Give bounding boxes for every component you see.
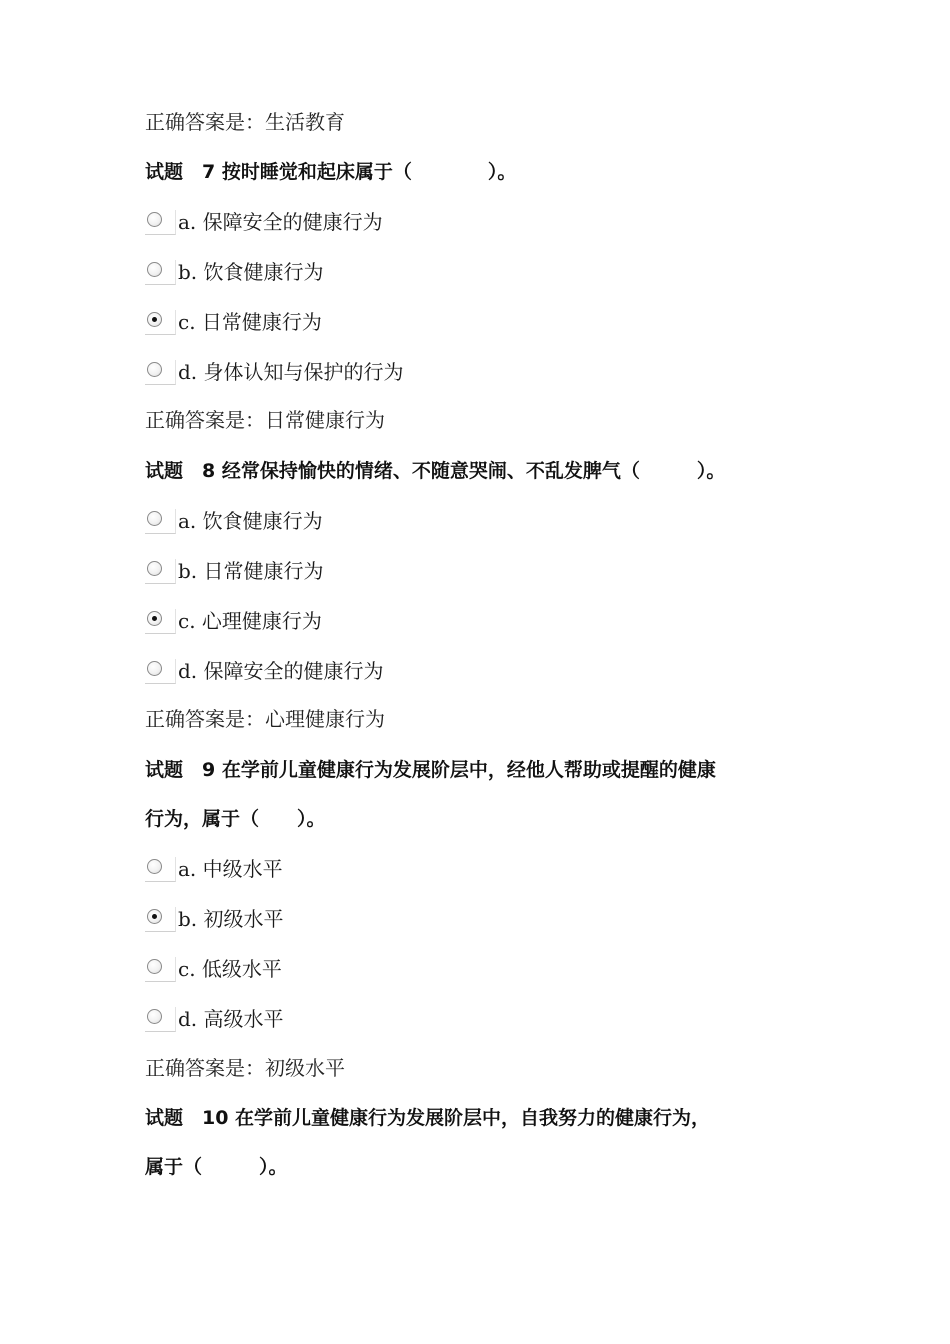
- radio-unchecked-icon[interactable]: [145, 509, 176, 534]
- radio-button[interactable]: [147, 362, 162, 377]
- answer-option[interactable]: [145, 557, 324, 585]
- answer-option[interactable]: [145, 358, 404, 386]
- option-label: c. 低级水平: [178, 957, 282, 981]
- option-label: d. 身体认知与保护的行为: [178, 360, 404, 384]
- option-label: a. 中级水平: [178, 857, 283, 881]
- radio-checked-icon[interactable]: [145, 310, 176, 335]
- radio-button[interactable]: [147, 262, 162, 277]
- correct-answer: 正确答案是：日常健康行为: [145, 408, 385, 432]
- radio-button[interactable]: [147, 312, 162, 327]
- question-text: 试题 10 在学前儿童健康行为发展阶层中，自我努力的健康行为，: [145, 1107, 711, 1129]
- option-label: a. 保障安全的健康行为: [178, 210, 383, 234]
- option-label: c. 日常健康行为: [178, 310, 322, 334]
- question-text: 行为，属于（ ）。: [145, 808, 326, 830]
- radio-unchecked-icon[interactable]: [145, 360, 176, 385]
- radio-checked-icon[interactable]: [145, 907, 176, 932]
- radio-button[interactable]: [147, 611, 162, 626]
- radio-button[interactable]: [147, 661, 162, 676]
- option-label: a. 饮食健康行为: [178, 509, 323, 533]
- radio-checked-icon[interactable]: [145, 609, 176, 634]
- answer-option[interactable]: [145, 955, 282, 983]
- radio-unchecked-icon[interactable]: [145, 857, 176, 882]
- question-text: 试题 8 经常保持愉快的情绪、不随意哭闹、不乱发脾气（ ）。: [145, 460, 726, 482]
- radio-unchecked-icon[interactable]: [145, 559, 176, 584]
- option-label: b. 日常健康行为: [178, 559, 324, 583]
- answer-option[interactable]: [145, 855, 283, 883]
- radio-button[interactable]: [147, 511, 162, 526]
- answer-option[interactable]: [145, 657, 384, 685]
- option-label: b. 饮食健康行为: [178, 260, 324, 284]
- answer-option[interactable]: [145, 1005, 284, 1033]
- option-label: d. 高级水平: [178, 1007, 284, 1031]
- radio-button[interactable]: [147, 909, 162, 924]
- radio-button[interactable]: [147, 1009, 162, 1024]
- radio-button[interactable]: [147, 959, 162, 974]
- question-text: 试题 9 在学前儿童健康行为发展阶层中，经他人帮助或提醒的健康: [145, 759, 716, 781]
- answer-option[interactable]: [145, 905, 284, 933]
- option-label: c. 心理健康行为: [178, 609, 322, 633]
- answer-option[interactable]: [145, 208, 383, 236]
- radio-button[interactable]: [147, 561, 162, 576]
- answer-option[interactable]: [145, 607, 322, 635]
- radio-unchecked-icon[interactable]: [145, 659, 176, 684]
- radio-unchecked-icon[interactable]: [145, 260, 176, 285]
- correct-answer: 正确答案是：初级水平: [145, 1056, 345, 1080]
- answer-option[interactable]: [145, 308, 322, 336]
- option-label: b. 初级水平: [178, 907, 284, 931]
- correct-answer: 正确答案是：心理健康行为: [145, 707, 385, 731]
- correct-answer: 正确答案是：生活教育: [145, 110, 345, 134]
- question-text: 试题 7 按时睡觉和起床属于（ ）。: [145, 161, 517, 183]
- radio-unchecked-icon[interactable]: [145, 957, 176, 982]
- option-label: d. 保障安全的健康行为: [178, 659, 384, 683]
- answer-option[interactable]: [145, 507, 323, 535]
- answer-option[interactable]: [145, 258, 324, 286]
- radio-unchecked-icon[interactable]: [145, 1007, 176, 1032]
- radio-button[interactable]: [147, 212, 162, 227]
- radio-unchecked-icon[interactable]: [145, 210, 176, 235]
- question-text: 属于（ ）。: [145, 1156, 288, 1178]
- radio-button[interactable]: [147, 859, 162, 874]
